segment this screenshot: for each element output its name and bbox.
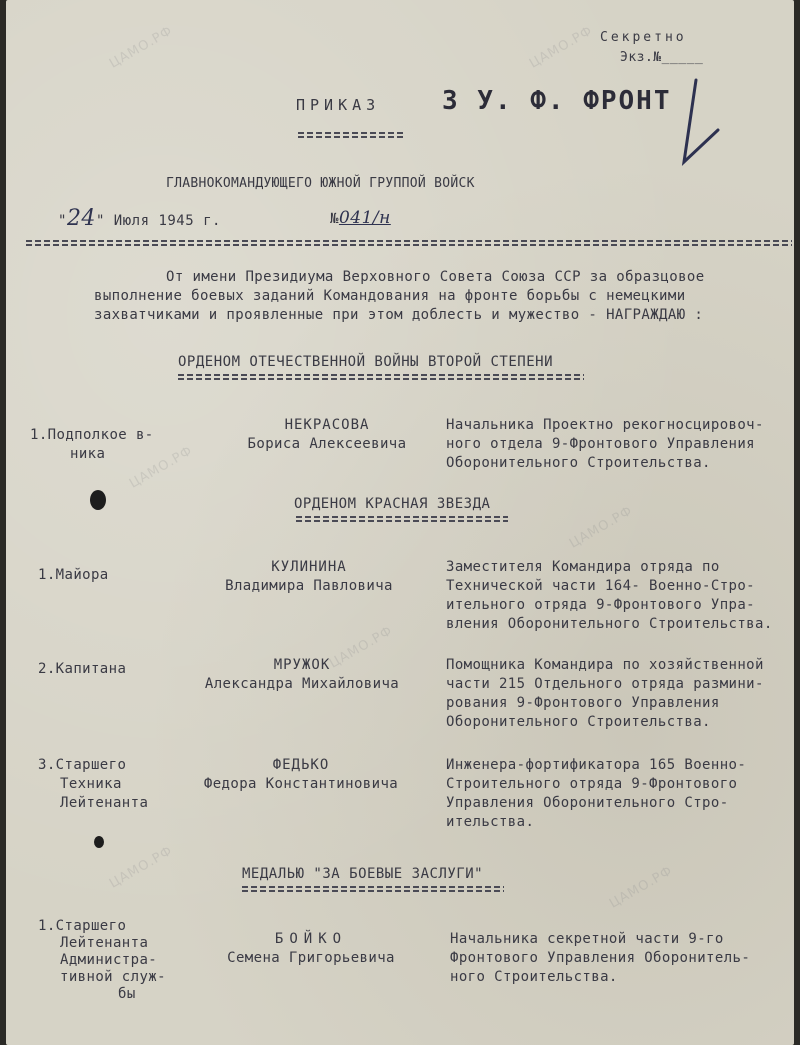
awardee-name: Александра Михайловича bbox=[204, 676, 400, 692]
awardee-rank bbox=[38, 660, 126, 679]
position-line: ного отдела 9-Фронтового Управления bbox=[446, 436, 756, 452]
position-line: рования 9-Фронтового Управления bbox=[446, 695, 720, 711]
watermark: ЦАМО.РФ bbox=[526, 23, 596, 72]
awardee-position bbox=[446, 656, 764, 732]
awardee-position bbox=[446, 558, 773, 634]
section-underline bbox=[296, 516, 508, 522]
header-separator bbox=[26, 240, 792, 246]
copy-number: Экз.№_____ bbox=[620, 50, 704, 65]
awardee-rank bbox=[38, 756, 148, 813]
awardee-fullname bbox=[222, 416, 432, 454]
awardee-name: Владимира Павловича bbox=[225, 578, 393, 594]
number-label: № bbox=[330, 211, 339, 227]
position-line: Инженера-фортификатора 165 Военно- bbox=[446, 757, 747, 773]
rank-line: Администра- bbox=[60, 952, 158, 968]
preamble-line: От имени Президиума Верховного Совета Союза ССР за образцовое bbox=[166, 269, 705, 285]
awardee-position bbox=[446, 756, 746, 832]
awardee-surname: МРУЖОК bbox=[273, 657, 331, 673]
section-heading: ОРДЕНОМ КРАСНАЯ ЗВЕЗДА bbox=[294, 496, 491, 512]
rank-line: Лейтенанта bbox=[60, 795, 149, 811]
section-underline bbox=[242, 886, 504, 892]
watermark: ЦАМО.РФ bbox=[326, 623, 396, 672]
awardee-fullname bbox=[190, 756, 412, 794]
preamble-line: выполнение боевых заданий Командования на фронте борьбы с немецкими bbox=[94, 288, 686, 304]
awardee-rank bbox=[38, 566, 109, 585]
position-line: Управления Оборонительного Стро- bbox=[446, 795, 729, 811]
rank-line: Лейтенанта bbox=[60, 935, 149, 951]
position-line: Строительного отряда 9-Фронтового bbox=[446, 776, 738, 792]
rank-line: 2.Капитана bbox=[38, 661, 127, 677]
section-heading: ОРДЕНОМ ОТЕЧЕСТВЕННОЙ ВОЙНЫ ВТОРОЙ СТЕПЕНИ bbox=[178, 354, 554, 370]
position-line: Начальника Проектно рекогносцировоч- bbox=[446, 417, 764, 433]
rank-line: бы bbox=[118, 986, 136, 1002]
rank-line: 1.Старшего bbox=[38, 918, 127, 934]
awardee-surname: НЕКРАСОВА bbox=[284, 417, 370, 433]
rank-line: 1.Майора bbox=[38, 567, 109, 583]
awardee-name: Бориса Алексеевича bbox=[247, 436, 407, 452]
number-value: 041/н bbox=[338, 208, 391, 228]
rank-line: ника bbox=[70, 446, 106, 462]
awardee-fullname bbox=[206, 930, 416, 968]
watermark: ЦАМО.РФ bbox=[126, 443, 196, 492]
watermark: ЦАМО.РФ bbox=[106, 843, 176, 892]
preamble bbox=[94, 268, 705, 325]
awardee-fullname bbox=[202, 558, 416, 596]
position-line: Фронтового Управления Оборонитель- bbox=[450, 950, 751, 966]
awardee-surname: КУЛИНИНА bbox=[271, 559, 347, 575]
watermark: ЦАМО.РФ bbox=[566, 503, 636, 552]
position-line: Помощника Командира по хозяйственной bbox=[446, 657, 764, 673]
title-underline bbox=[298, 132, 406, 138]
position-line: Оборонительного Строительства. bbox=[446, 455, 711, 471]
position-line: Технической части 164- Военно-Стро- bbox=[446, 578, 756, 594]
document-page bbox=[6, 0, 794, 1045]
watermark: ЦАМО.РФ bbox=[106, 23, 176, 72]
watermark: ЦАМО.РФ bbox=[606, 863, 676, 912]
position-line: Начальника секретной части 9-го bbox=[450, 931, 724, 947]
position-line: части 215 Отдельного отряда размини- bbox=[446, 676, 764, 692]
rank-line: 3.Старшего bbox=[38, 757, 127, 773]
position-line: вления Оборонительного Строительства. bbox=[446, 616, 773, 632]
rank-line: Техника bbox=[60, 776, 122, 792]
awardee-name: Федора Константиновича bbox=[203, 776, 399, 792]
awardee-rank bbox=[38, 918, 166, 1003]
awardee-surname: ФЕДЬКО bbox=[272, 757, 330, 773]
secret-label: Секретно bbox=[600, 30, 687, 45]
date-day: 24 bbox=[66, 206, 96, 231]
rank-line: тивной служ- bbox=[60, 969, 166, 985]
command-line: ГЛАВНОКОМАНДУЮЩЕГО ЮЖНОЙ ГРУППОЙ ВОЙСК bbox=[166, 176, 475, 191]
position-line: ительства. bbox=[446, 814, 535, 830]
awardee-rank bbox=[30, 426, 154, 464]
date-quote: " bbox=[58, 213, 67, 229]
position-line: ного Строительства. bbox=[450, 969, 618, 985]
awardee-name: Семена Григорьевича bbox=[227, 950, 395, 966]
section-underline bbox=[178, 374, 584, 380]
section-heading: МЕДАЛЬЮ "ЗА БОЕВЫЕ ЗАСЛУГИ" bbox=[242, 866, 484, 882]
ink-blot bbox=[94, 836, 104, 848]
handwritten-mark bbox=[656, 72, 726, 172]
front-name: 3 У. Ф. ФРОНТ bbox=[442, 86, 672, 116]
rank-line: 1.Подполкое в- bbox=[30, 427, 154, 443]
date-month-year: " Июля 1945 г. bbox=[95, 213, 221, 229]
position-line: Заместителя Командира отряда по bbox=[446, 559, 720, 575]
position-line: Оборонительного Строительства. bbox=[446, 714, 711, 730]
awardee-surname: БОЙКО bbox=[274, 931, 348, 947]
order-title: ПРИКАЗ bbox=[296, 96, 381, 114]
position-line: ительного отряда 9-Фронтового Упра- bbox=[446, 597, 756, 613]
ink-blot bbox=[90, 490, 106, 510]
awardee-fullname bbox=[186, 656, 418, 694]
awardee-position bbox=[450, 930, 750, 987]
awardee-position bbox=[446, 416, 764, 473]
date-line bbox=[58, 206, 221, 231]
preamble-line: захватчиками и проявленные при этом доблесть и мужество - НАГРАЖДАЮ : bbox=[94, 307, 704, 323]
order-number bbox=[330, 208, 391, 228]
